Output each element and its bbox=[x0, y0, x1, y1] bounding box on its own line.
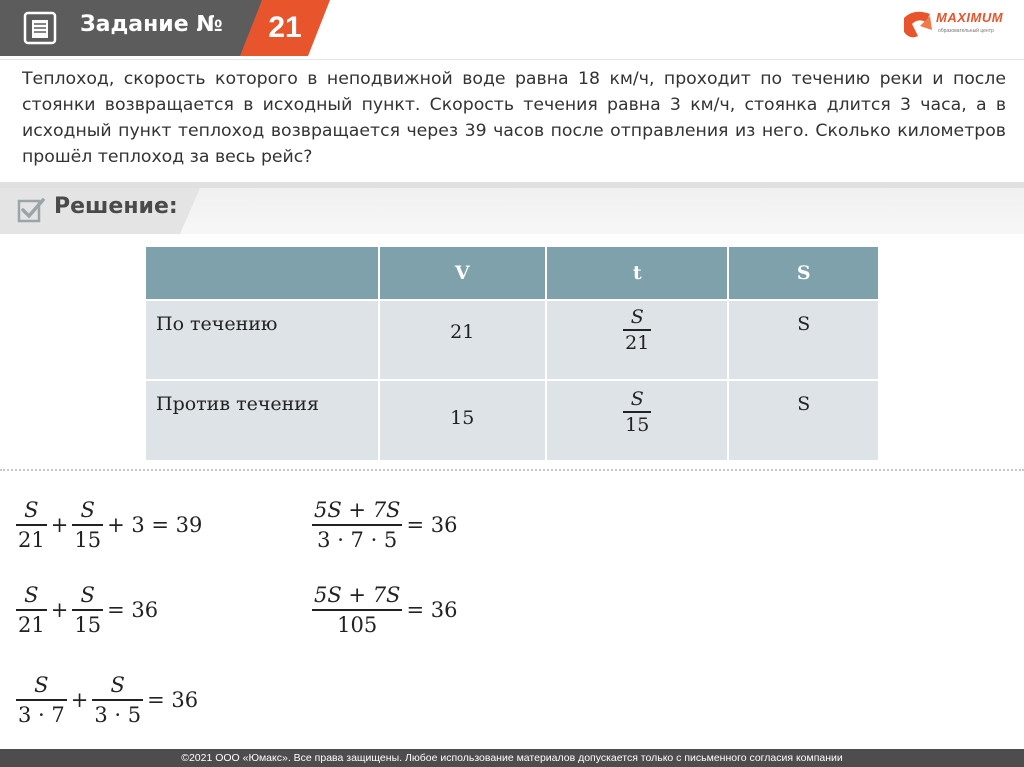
table-header-cell: S bbox=[728, 246, 879, 300]
problem-text: Теплоход, скорость которого в неподвижной воде равна 18 км/ч, проходит по течению реки и после стоянки возвращается в исходный пункт. Скорость течения равна 3 км/ч, стоянка длится 3 часа, а в исходный пункт теплоход возвращается через 39 часов после отправления из него. Сколько километров прошёл теплоход за весь рейс? bbox=[22, 69, 1006, 167]
task-number: 21 bbox=[268, 11, 302, 44]
fraction-denominator: 15 bbox=[625, 413, 650, 436]
equation-4 bbox=[312, 496, 461, 554]
fraction-denominator: 15 bbox=[74, 612, 102, 637]
solution-table bbox=[144, 245, 880, 462]
fraction-denominator: 3 · 7 · 5 bbox=[317, 527, 398, 552]
distance-value: S bbox=[728, 380, 879, 461]
table-header-cell bbox=[145, 246, 379, 300]
fraction-denominator: 21 bbox=[18, 527, 45, 552]
table-header-row bbox=[145, 246, 879, 300]
time-fraction bbox=[623, 387, 651, 437]
header-bar bbox=[0, 0, 1024, 60]
row-label: По течению bbox=[145, 300, 379, 380]
plus-sign: + bbox=[50, 512, 69, 537]
equation-rest: = 36 bbox=[147, 687, 199, 712]
equation-3 bbox=[16, 671, 202, 729]
equation-1 bbox=[16, 496, 206, 554]
plus-sign: + bbox=[50, 597, 69, 622]
equation-5 bbox=[312, 581, 461, 639]
table-header-cell: V bbox=[379, 246, 546, 300]
copyright-footer: ©2021 ООО «Юмакс». Все права защищены. Любое использование материалов допускается только с письменного согласия компании bbox=[0, 749, 1024, 767]
plus-sign: + bbox=[70, 687, 89, 712]
distance-value: S bbox=[728, 300, 879, 380]
fraction-numerator: S bbox=[80, 498, 95, 522]
document-icon bbox=[22, 10, 58, 46]
fraction-numerator: S bbox=[34, 673, 49, 697]
speed-value: 21 bbox=[379, 300, 546, 380]
fraction-numerator: 5S + 7S bbox=[314, 498, 401, 522]
solution-title: Решение: bbox=[54, 194, 178, 219]
fraction-numerator: S bbox=[80, 583, 95, 607]
logo-title: MAXIMUM bbox=[936, 10, 1004, 25]
row-label: Против течения bbox=[145, 380, 379, 461]
fraction-denominator: 3 · 7 bbox=[18, 702, 65, 727]
fraction-denominator: 21 bbox=[18, 612, 45, 637]
equation-rest: = 36 bbox=[406, 512, 458, 537]
fraction-numerator: S bbox=[110, 673, 125, 697]
fraction-numerator: 5S + 7S bbox=[314, 583, 401, 607]
equation-rest: = 36 bbox=[406, 597, 458, 622]
time-fraction bbox=[623, 305, 651, 355]
fraction-denominator: 21 bbox=[625, 331, 650, 354]
logo-subtitle: образовательный центр bbox=[938, 28, 994, 34]
equation-rest: = 36 bbox=[107, 597, 159, 622]
speed-value: 15 bbox=[379, 380, 546, 461]
dotted-divider bbox=[0, 469, 1024, 471]
table-row bbox=[145, 380, 879, 461]
fraction-numerator: S bbox=[24, 498, 39, 522]
fraction-denominator: 3 · 5 bbox=[94, 702, 142, 727]
task-title: Задание № bbox=[80, 12, 223, 37]
fraction-numerator: S bbox=[630, 388, 644, 410]
fraction-numerator: S bbox=[24, 583, 39, 607]
fraction-numerator: S bbox=[630, 306, 644, 328]
check-icon bbox=[16, 195, 46, 225]
equation-rest: + 3 = 39 bbox=[107, 512, 203, 537]
equation-2 bbox=[16, 581, 162, 639]
table-row bbox=[145, 300, 879, 380]
fraction-denominator: 105 bbox=[337, 612, 378, 637]
table-header-cell: t bbox=[546, 246, 728, 300]
fraction-denominator: 15 bbox=[74, 527, 102, 552]
